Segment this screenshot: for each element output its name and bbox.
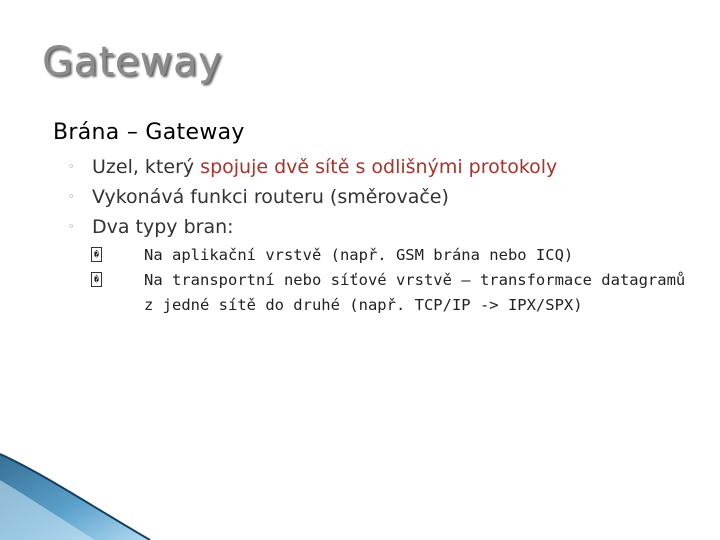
bullet-text: Uzel, který <box>92 156 201 178</box>
bullet-item <box>53 212 703 242</box>
section-heading: Brána – Gateway <box>53 120 245 145</box>
sub-bullet-list <box>53 243 703 318</box>
slide-content <box>53 118 703 318</box>
sub-bullet-item <box>53 243 703 268</box>
bullet-item <box>53 182 703 212</box>
bullet-marker-icon: ◦ <box>68 160 75 173</box>
sub-bullet-text: Na aplikační vrstvě (např. GSM brána nebo ICQ) <box>144 246 574 264</box>
bullet-marker-icon: ◦ <box>68 190 75 203</box>
bullet-marker-icon: ◦ <box>68 220 75 233</box>
slide-title: Gateway <box>42 39 223 85</box>
missing-glyph-icon: � <box>91 272 102 287</box>
highlighted-text: spojuje dvě sítě s odlišnými protokoly <box>200 156 558 178</box>
missing-glyph-icon: � <box>91 247 102 262</box>
bullet-text: Vykonává funkci routeru (směrovače) <box>92 186 449 208</box>
sub-bullet-text: Na transportní nebo síťové vrstvě – transformace datagramů z jedné sítě do druhé (např. TCP/IP -> IPX/SPX) <box>144 271 686 314</box>
bullet-text: Dva typy bran: <box>92 216 234 238</box>
corner-decoration <box>0 440 160 540</box>
bullet-item <box>53 152 703 182</box>
sub-bullet-item <box>53 268 703 318</box>
